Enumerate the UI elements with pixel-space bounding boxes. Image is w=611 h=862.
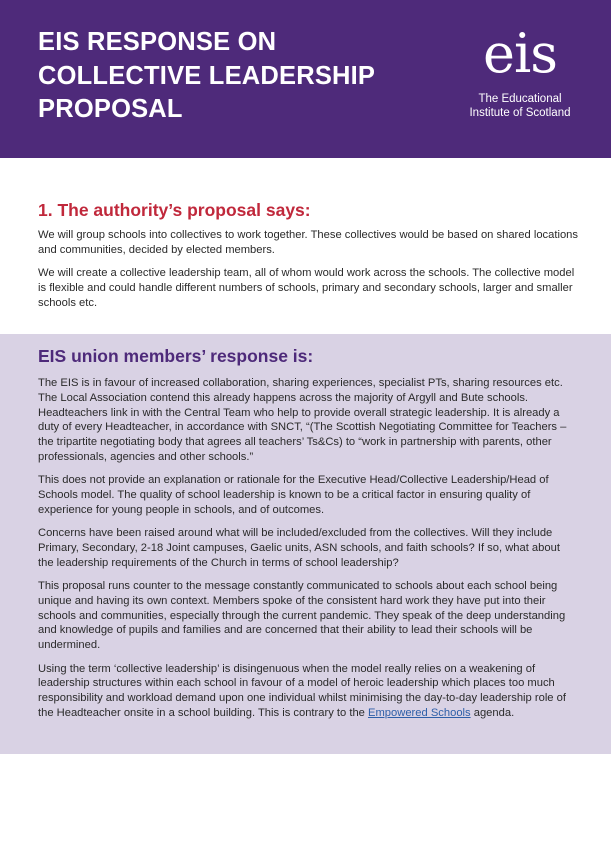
proposal-section [0,158,611,334]
logo-sub-line-2: Institute of Scotland [469,107,571,119]
eis-logo-mark: eis [483,22,557,85]
response-paragraph-4: This proposal runs counter to the message constantly communicated to schools about each school being unique and having its own context. Members spoke of the consistent hard work they have put into their schools and communities, especially through the current pandemic. They speak of the deep understanding and knowledge of pupils and families and are concerned that their ability to lead their schools will be undermined. [38,580,566,652]
response-section [0,334,611,754]
response-paragraph-1: The EIS is in favour of increased collaboration, sharing experiences, specialist PTs, sharing resources etc. The Local Association contend this already happens across the majority of Argyll and Bute schools. Headteachers link in with the Central Team who help to provide overall strategic leadership. It is already a duty of every Headteacher, in accordance with SNCT, “(The Scottish Negotiating Committee for Teachers – the tripartite negotiating body that agrees all teachers’ Ts&Cs) to “work in partnership with parents, other professionals, agencies and other schools.” [38,377,567,463]
proposal-paragraph-2: We will create a collective leadership team, all of whom would work across the schools. The collective model is flexible and could handle different numbers of schools, primary and secondary schools, larger and smaller schools etc. [38,267,575,309]
response-paragraph-3: Concerns have been raised around what will be included/excluded from the collectives. Will they include Primary, Secondary, 2-18 Joint campuses, Gaelic units, ASN schools, and faith schools? If so, what about the leadership requirements of the Church in terms of school leadership? [38,527,560,569]
eis-logo [455,22,585,130]
response-paragraph-5-tail: agenda. [470,706,515,719]
response-paragraph-5-text: Using the term ‘collective leadership’ is disingenuous when the model really relies on a weakening of leadership structures within each school in favour of a model of heroic leadership which places too much responsibility and workload demand upon one individual whilst minimising the day-to-day leadership role of the Headteacher onsite in a school building. This is contrary to the [38,662,566,719]
response-paragraph-2: This does not provide an explanation or rationale for the Executive Head/Collective Leadership/Head of Schools model. The quality of school leadership is known to be a critical factor in ensuring quality of experience for young people in schools, and of outcomes. [38,474,549,516]
title-line-1: EIS RESPONSE ON [38,28,277,56]
title-line-2: COLLECTIVE LEADERSHIP [38,61,376,90]
document-title [38,26,438,127]
logo-sub-line-1: The Educational [478,93,562,105]
response-body [38,376,578,729]
header-banner [0,0,611,158]
proposal-paragraph-1: We will group schools into collectives to work together. These collectives would be based on shared locations and communities, decided by elected members. [38,229,578,256]
empowered-schools-link[interactable]: Empowered Schools [368,706,471,719]
proposal-heading: 1. The authority’s proposal says: [38,200,311,220]
title-line-3: PROPOSAL [38,95,183,123]
response-paragraph-5 [38,662,578,721]
response-heading: EIS union members’ response is: [38,346,314,366]
eis-logo-subtitle [455,92,585,120]
